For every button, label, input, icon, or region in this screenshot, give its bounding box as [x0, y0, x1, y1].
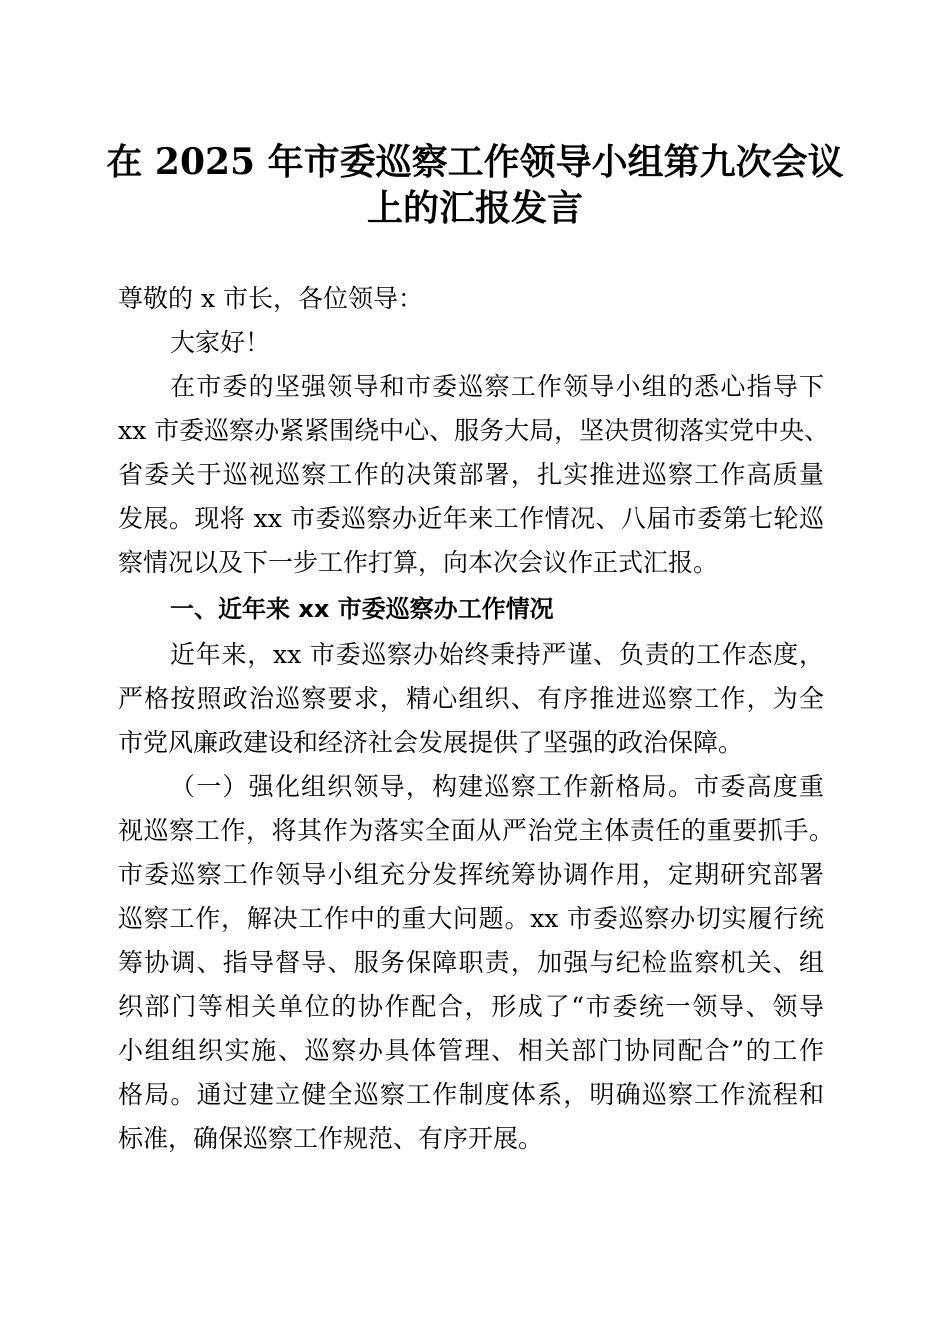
intro-line: 省委关于巡视巡察工作的决策部署，扎实推进巡察工作高质量: [118, 460, 824, 489]
subsection-line: （一）强化组织领导，构建巡察工作新格局。市委高度重: [170, 772, 824, 801]
document-title-line-2: 上的汇报发言: [366, 187, 583, 229]
salutation: 尊敬的 x 市长，各位领导：: [118, 284, 423, 313]
intro-line: 发展。现将 xx 市委巡察办近年来工作情况、八届市委第七轮巡: [118, 504, 824, 533]
section-line: 严格按照政治巡察要求，精心组织、有序推进巡察工作，为全: [118, 684, 824, 713]
intro-line: 在市委的坚强领导和市委巡察工作领导小组的悉心指导下: [170, 372, 824, 401]
section-line: 近年来，xx 市委巡察办始终秉持严谨、负责的工作态度，: [170, 640, 824, 669]
section-line: 市党风廉政建设和经济社会发展提供了坚强的政治保障。: [118, 728, 744, 757]
subsection-line: 市委巡察工作领导小组充分发挥统筹协调作用，定期研究部署: [118, 860, 824, 889]
subsection-line: 格局。通过建立健全巡察工作制度体系，明确巡察工作流程和: [118, 1080, 824, 1109]
intro-line: xx 市委巡察办紧紧围绕中心、服务大局，坚决贯彻落实党中央、: [118, 416, 830, 445]
document-title-line-1: 在 2025 年市委巡察工作领导小组第九次会议: [106, 141, 844, 183]
subsection-line: 筹协调、指导督导、服务保障职责，加强与纪检监察机关、组: [118, 948, 824, 977]
subsection-line: 小组组织实施、巡察办具体管理、相关部门协同配合”的工作: [118, 1036, 824, 1065]
subsection-line: 巡察工作，解决工作中的重大问题。xx 市委巡察办切实履行统: [118, 904, 824, 933]
intro-line: 察情况以及下一步工作打算，向本次会议作正式汇报。: [118, 548, 719, 577]
subsection-line: 视巡察工作，将其作为落实全面从严治党主体责任的重要抓手。: [118, 816, 834, 845]
greeting: 大家好！: [170, 328, 271, 357]
subsection-line: 标准，确保巡察工作规范、有序开展。: [118, 1124, 544, 1153]
section-heading: 一、近年来 xx 市委巡察办工作情况: [170, 595, 554, 623]
subsection-line: 织部门等相关单位的协作配合，形成了“市委统一领导、领导: [118, 992, 824, 1021]
